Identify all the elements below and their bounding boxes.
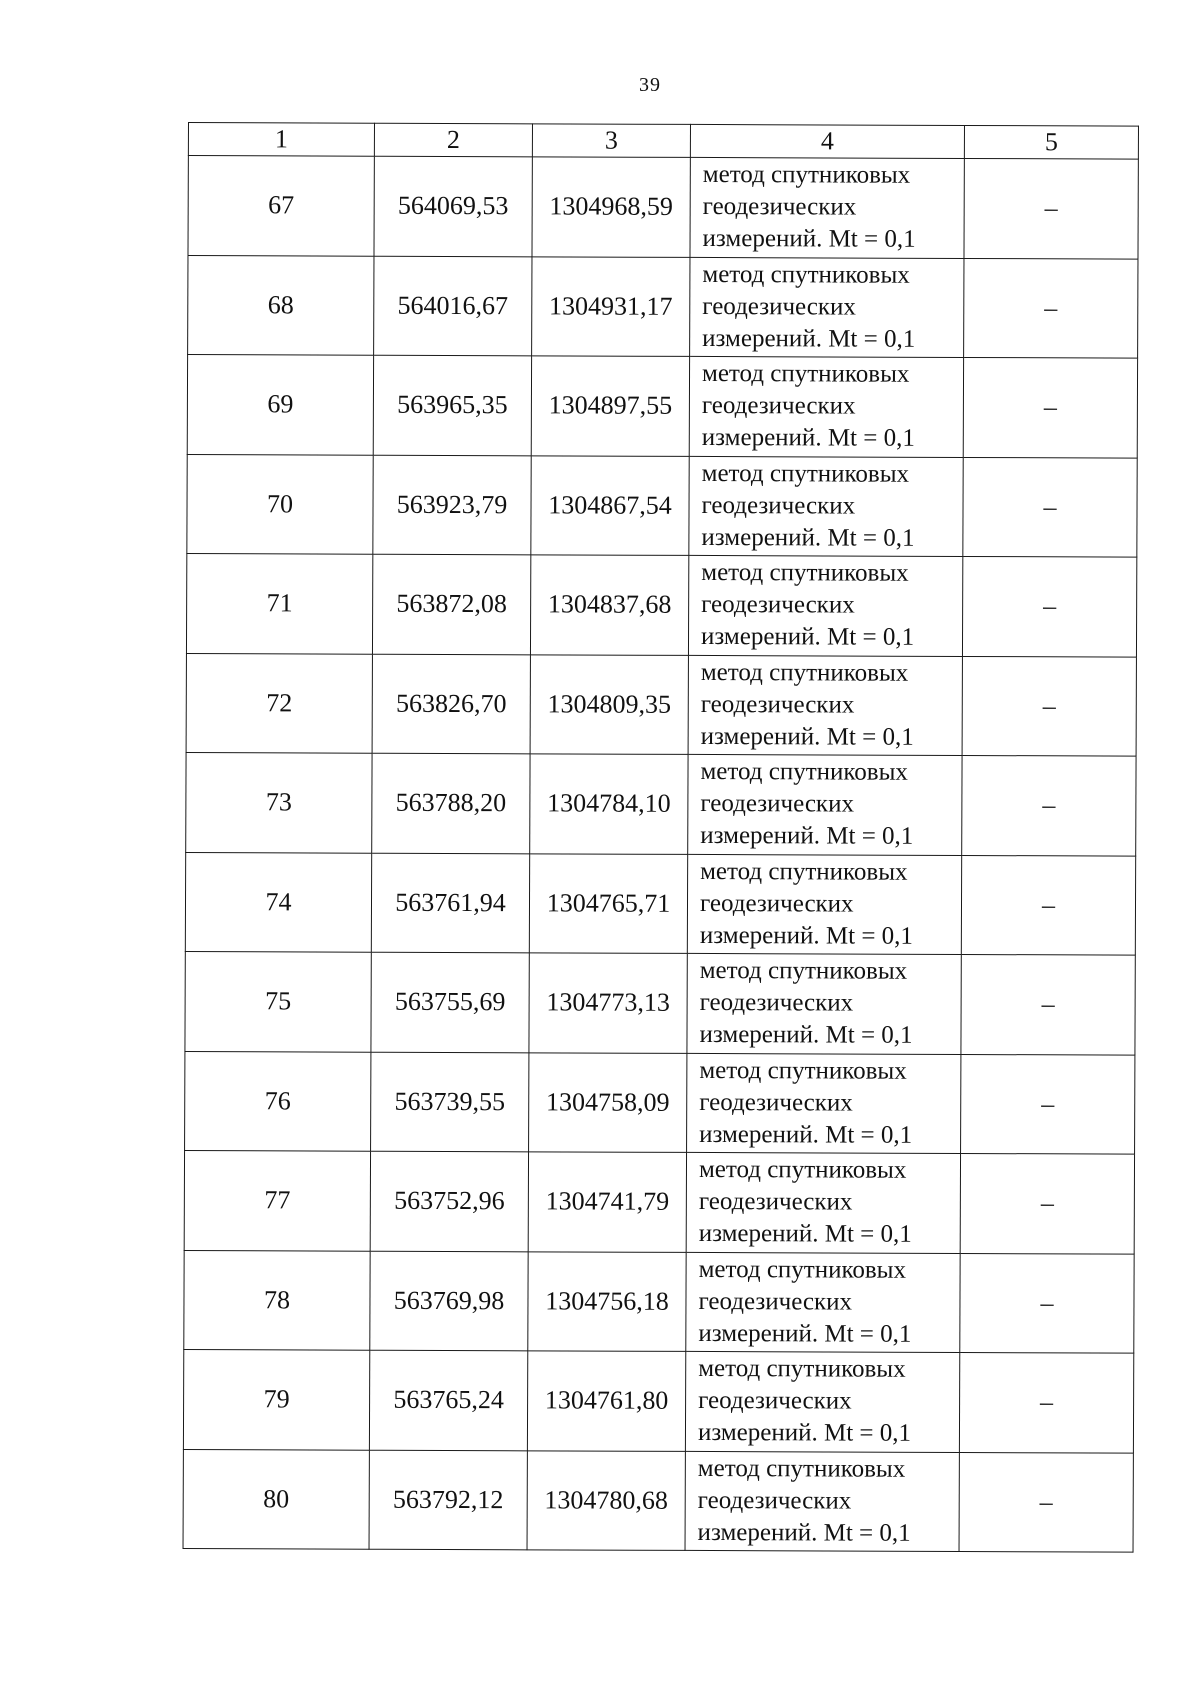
coordinates-table-container bbox=[183, 122, 1138, 1553]
method-text-line: метод спутниковых bbox=[702, 161, 911, 190]
method-text-line: измерений. Mt = 0,1 bbox=[698, 1319, 912, 1348]
y-coordinate-cell: 1304897,55 bbox=[531, 356, 689, 456]
method-text-line: геодезических bbox=[701, 591, 855, 619]
method-text-line: измерений. Mt = 0,1 bbox=[700, 722, 914, 751]
table-body bbox=[183, 156, 1138, 1553]
x-coordinate-cell: 563788,20 bbox=[372, 753, 530, 853]
method-text-line: геодезических bbox=[700, 790, 855, 818]
x-coordinate-cell: 563923,79 bbox=[373, 455, 531, 555]
x-coordinate-cell: 563826,70 bbox=[372, 654, 530, 754]
note-cell: – bbox=[960, 1153, 1134, 1253]
point-number-cell: 75 bbox=[185, 951, 371, 1051]
note-cell: – bbox=[962, 656, 1136, 756]
method-cell bbox=[687, 854, 961, 955]
table-row bbox=[188, 156, 1138, 259]
coordinates-table bbox=[183, 122, 1139, 1553]
method-text-line: геодезических bbox=[701, 491, 856, 520]
point-number-cell: 70 bbox=[187, 454, 373, 554]
table-row bbox=[185, 951, 1135, 1054]
note-cell: – bbox=[959, 1452, 1133, 1552]
point-number-cell: 69 bbox=[187, 355, 373, 455]
method-text-line: измерений. Mt = 0,1 bbox=[697, 1518, 911, 1547]
method-text-line: измерений. Mt = 0,1 bbox=[697, 1419, 912, 1448]
note-cell: – bbox=[964, 258, 1138, 358]
method-text-line: метод спутниковых bbox=[699, 1056, 907, 1085]
table-row bbox=[183, 1449, 1133, 1552]
method-cell bbox=[687, 953, 961, 1054]
method-cell bbox=[688, 555, 962, 656]
y-coordinate-cell: 1304780,68 bbox=[527, 1450, 685, 1550]
method-cell bbox=[689, 356, 963, 457]
note-cell: – bbox=[962, 556, 1136, 656]
column-header-2: 2 bbox=[374, 123, 532, 157]
x-coordinate-cell: 563755,69 bbox=[371, 952, 529, 1052]
table-row bbox=[187, 454, 1137, 557]
x-coordinate-cell: 563739,55 bbox=[371, 1052, 529, 1152]
column-header-3: 3 bbox=[532, 124, 690, 158]
point-number-cell: 73 bbox=[186, 752, 372, 852]
y-coordinate-cell: 1304773,13 bbox=[529, 953, 687, 1053]
note-cell: – bbox=[961, 855, 1135, 955]
note-cell: – bbox=[961, 1054, 1135, 1154]
method-cell bbox=[690, 257, 964, 358]
method-text-line: измерений. Mt = 0,1 bbox=[699, 921, 914, 950]
table-row bbox=[186, 653, 1136, 756]
method-text-line: метод спутниковых bbox=[700, 758, 908, 787]
note-cell: – bbox=[963, 357, 1137, 457]
method-cell bbox=[687, 1053, 961, 1154]
note-cell: – bbox=[961, 954, 1135, 1054]
method-text-line: геодезических bbox=[698, 1287, 853, 1316]
x-coordinate-cell: 563761,94 bbox=[371, 853, 529, 953]
method-text-line: метод спутниковых bbox=[698, 1355, 906, 1384]
method-text-line: геодезических bbox=[702, 193, 857, 221]
y-coordinate-cell: 1304931,17 bbox=[532, 256, 690, 356]
y-coordinate-cell: 1304758,09 bbox=[529, 1052, 687, 1152]
method-text-line: измерений. Mt = 0,1 bbox=[700, 623, 915, 652]
method-cell bbox=[690, 157, 964, 258]
y-coordinate-cell: 1304968,59 bbox=[532, 157, 690, 257]
y-coordinate-cell: 1304809,35 bbox=[530, 654, 688, 754]
method-text-line: измерений. Mt = 0,1 bbox=[702, 324, 916, 353]
method-text-line: измерений. Mt = 0,1 bbox=[700, 822, 914, 851]
method-text-line: метод спутниковых bbox=[697, 1454, 906, 1483]
method-text-line: измерений. Mt = 0,1 bbox=[698, 1220, 912, 1249]
note-cell: – bbox=[963, 457, 1137, 557]
y-coordinate-cell: 1304756,18 bbox=[528, 1251, 686, 1351]
method-text-line: геодезических bbox=[701, 392, 856, 420]
table-row bbox=[185, 1051, 1135, 1154]
x-coordinate-cell: 563965,35 bbox=[373, 355, 531, 455]
page-number: 39 bbox=[639, 74, 661, 96]
method-text-line: геодезических bbox=[697, 1486, 852, 1515]
table-header bbox=[188, 123, 1138, 160]
method-cell bbox=[685, 1451, 959, 1552]
method-text-line: метод спутниковых bbox=[698, 1255, 907, 1284]
table-row bbox=[183, 1349, 1133, 1452]
point-number-cell: 72 bbox=[186, 653, 372, 753]
method-text-line: геодезических bbox=[699, 989, 854, 1017]
point-number-cell: 74 bbox=[185, 852, 371, 952]
point-number-cell: 76 bbox=[185, 1051, 371, 1151]
method-text-line: измерений. Mt = 0,1 bbox=[701, 424, 915, 453]
x-coordinate-cell: 563752,96 bbox=[370, 1151, 528, 1251]
point-number-cell: 67 bbox=[188, 156, 374, 256]
method-text-line: геодезических bbox=[698, 1188, 853, 1216]
y-coordinate-cell: 1304867,54 bbox=[531, 455, 689, 555]
method-text-line: метод спутниковых bbox=[701, 360, 910, 389]
point-number-cell: 68 bbox=[188, 255, 374, 355]
point-number-cell: 71 bbox=[186, 553, 372, 653]
table-row bbox=[188, 255, 1138, 358]
x-coordinate-cell: 563792,12 bbox=[369, 1450, 527, 1550]
point-number-cell: 77 bbox=[184, 1150, 370, 1250]
point-number-cell: 80 bbox=[183, 1449, 369, 1549]
method-cell bbox=[685, 1351, 959, 1452]
x-coordinate-cell: 563769,98 bbox=[370, 1251, 528, 1351]
column-header-5: 5 bbox=[964, 125, 1138, 159]
method-text-line: измерений. Mt = 0,1 bbox=[702, 225, 916, 254]
y-coordinate-cell: 1304741,79 bbox=[528, 1152, 686, 1252]
point-number-cell: 78 bbox=[184, 1250, 370, 1350]
method-text-line: геодезических bbox=[698, 1387, 852, 1415]
note-cell: – bbox=[960, 1253, 1134, 1353]
point-number-cell: 79 bbox=[183, 1349, 369, 1449]
method-text-line: геодезических bbox=[702, 292, 856, 321]
method-text-line: измерений. Mt = 0,1 bbox=[701, 523, 915, 552]
method-cell bbox=[686, 1252, 960, 1353]
y-coordinate-cell: 1304765,71 bbox=[529, 853, 687, 953]
method-text-line: метод спутниковых bbox=[698, 1156, 907, 1185]
column-header-1: 1 bbox=[188, 123, 374, 157]
method-cell bbox=[688, 655, 962, 756]
method-text-line: метод спутниковых bbox=[699, 957, 908, 986]
method-text-line: геодезических bbox=[699, 1088, 853, 1117]
method-cell bbox=[689, 456, 963, 557]
method-text-line: метод спутниковых bbox=[701, 459, 910, 488]
method-text-line: метод спутниковых bbox=[702, 260, 910, 289]
column-header-4: 4 bbox=[690, 124, 964, 158]
method-text-line: геодезических bbox=[700, 690, 855, 719]
table-row bbox=[186, 752, 1136, 855]
header-row bbox=[188, 123, 1138, 160]
y-coordinate-cell: 1304761,80 bbox=[527, 1351, 685, 1451]
table-row bbox=[186, 553, 1136, 656]
note-cell: – bbox=[964, 158, 1138, 258]
method-text-line: метод спутниковых bbox=[700, 658, 909, 687]
table-row bbox=[187, 355, 1137, 458]
x-coordinate-cell: 564016,67 bbox=[374, 256, 532, 356]
y-coordinate-cell: 1304837,68 bbox=[530, 555, 688, 655]
method-text-line: измерений. Mt = 0,1 bbox=[699, 1120, 913, 1149]
x-coordinate-cell: 563872,08 bbox=[372, 554, 530, 654]
y-coordinate-cell: 1304784,10 bbox=[530, 754, 688, 854]
table-row bbox=[185, 852, 1135, 955]
method-text-line: геодезических bbox=[699, 889, 854, 918]
x-coordinate-cell: 564069,53 bbox=[374, 156, 532, 256]
method-text-line: метод спутниковых bbox=[700, 857, 908, 886]
table-row bbox=[184, 1150, 1134, 1253]
method-cell bbox=[686, 1152, 960, 1253]
note-cell: – bbox=[959, 1352, 1133, 1452]
method-cell bbox=[688, 754, 962, 855]
method-text-line: метод спутниковых bbox=[701, 559, 909, 588]
method-text-line: измерений. Mt = 0,1 bbox=[699, 1021, 913, 1050]
note-cell: – bbox=[962, 755, 1136, 855]
x-coordinate-cell: 563765,24 bbox=[369, 1350, 527, 1450]
table-row bbox=[184, 1250, 1134, 1353]
